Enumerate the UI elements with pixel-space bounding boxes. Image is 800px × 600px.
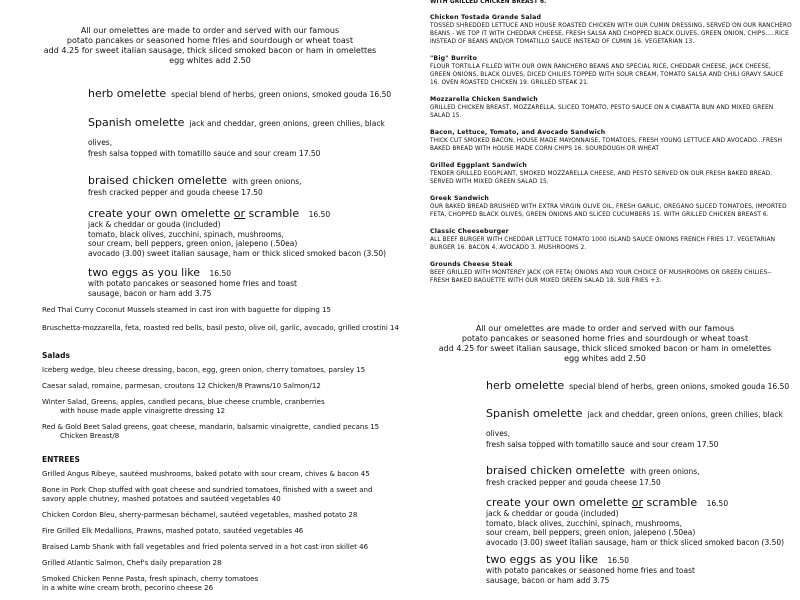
menu-entry: "Big" Burrito FLOUR TORTILLA FILLED WITH OUR OWN RANCHERO BEANS AND SPECIAL RICE, CHEDDAR CHEESE, JACK CHEESE, GREEN ONIONS, BLACK OLIVES, DICED CHILIES TOPPED WITH SOUR CREAM, TOMATO SALSA AND CHILI GRAVY SAUCE 16. OVEN ROASTED CHICKEN 19. GRILLED STEAK 21. (430, 55, 784, 86)
herb-omelette: herb omelette special blend of herbs, green onions, smoked gouda 16.50 (88, 87, 392, 100)
bruschetta-line: Bruschetta-mozzarella, feta, roasted red bells, basil pesto, olive oil, garlic, avocado, grilled crostini 14 (42, 324, 399, 332)
menu-entry: Greek Sandwich OUR BAKED BREAD BRUSHED WITH EXTRA VIRGIN OLIVE OIL, FRESH GARLIC, OREGANO SLICED TOMATOES, IMPORTED FETA, CHOPPED BLACK OLIVES, GREEN ONIONS AND SLICED CUCUMBERS 15. WITH GRILLED CHICKEN BREAST 6. (430, 195, 787, 218)
omelette-intro: All our omelettes are made to order and served with our famous potato pancakes or seasoned home fries and sourdough or wheat toast add 4.25 for sweet italian sausage, thick sliced smoked bacon or ham in omelettes egg whites add 2.50 (43, 26, 377, 65)
two-eggs: two eggs as you like 16.50 with potato pancakes or seasoned home fries and toast sausage, bacon or ham add 3.75 (486, 553, 695, 585)
salads-heading: Salads (42, 351, 70, 360)
omelette-menu-top-left (0, 0, 410, 300)
create-your-own-omelette: create your own omelette or scramble 16.50 jack & cheddar or gouda (included) tomato, black olives, zucchini, spinach, mushrooms, sour cream, bell peppers, green onion, jalepeno (.50ea) avocado (3.00) sweet italian sausage, ham or thick sliced smoked bacon (3.50) (88, 207, 387, 258)
entree-item: Bone in Pork Chop stuffed with goat cheese and sundried tomatoes, finished with a sweet and savory apple chutney, mashed potatoes and sautéed vegetables 40 (42, 486, 373, 503)
braised-chicken-omelette: braised chicken omelette with green onions, fresh cracked pepper and gouda cheese 17.50 (88, 173, 302, 197)
salad-item: Caesar salad, romaine, parmesan, croutons 12 Chicken/8 Prawns/10 Salmon/12 (42, 382, 321, 390)
omelette-intro: All our omelettes are made to order and served with our famous potato pancakes or seasoned home fries and sourdough or wheat toast add 4.25 for sweet italian sausage, thick sliced smoked bacon or ham in omelettes egg whites add 2.50 (438, 324, 772, 363)
spanish-omelette: Spanish omelette jack and cheddar, green onions, green chilies, black olives, fresh salsa topped with tomatillo sauce and sour cream 17.50 (486, 407, 783, 449)
herb-omelette: herb omelette special blend of herbs, green onions, smoked gouda 16.50 (486, 379, 790, 392)
menu-entry: Classic Cheeseburger ALL BEEF BURGER WITH CHEDDAR LETTUCE TOMATO 1000 ISLAND SAUCE ONIONS FRENCH FRIES 17. VEGETARIAN BURGER 16. BACON 4. AVOCADO 3. MUSHROOMS 2. (430, 228, 776, 251)
menu-entry: Mozzarella Chicken Sandwich GRILLED CHICKEN BREAST, MOZZARELLA, SLICED TOMATO, PESTO SAUCE ON A CIABATTA BUN AND MIXED GREEN SALAD 15. (430, 96, 774, 119)
salad-item: Red & Gold Beet Salad greens, goat cheese, mandarin, balsamic vinaigrette, candied pecans 15 Chicken Breast/8 (42, 423, 380, 440)
menu-entry: Chicken Tostada Grande Salad TOSSED SHREDDED LETTUCE AND HOUSE ROASTED CHICKEN WITH OUR CUMIN DRESSING, SERVED ON OUR RANCHERO BEANS - WE TOP IT WITH CHEDDAR CHEESE, FRESH SALSA AND CHOPPED BLACK OLIVES, GREEN ONION, CHIPS.....RICE INSTEAD OF BEANS AND/OR TOMATILLO SAUCE INSTEAD OF CUMIN 16. VEGETARIAN 13. (430, 14, 792, 45)
menu-entry: Bacon, Lettuce, Tomato, and Avocado Sandwich THICK CUT SMOKED BACON, HOUSE MADE MAYONNAISE, TOMATOES, FRESH YOUNG LETTUCE AND AVOCADO...FRESH BAKED BREAD WITH HOUSE MADE CORN CHIPS 16. SOURDOUGH OR WHEAT (430, 129, 783, 152)
entree-item: Grilled Atlantic Salmon, Chef's daily preparation 28 (42, 559, 222, 567)
omelette-menu-bottom-right (410, 320, 800, 600)
menu-entry: Grounds Cheese Steak BEEF GRILLED WITH MONTEREY JACK (OR FETA) ONIONS AND YOUR CHOICE OF MUSHROOMS OR GREEN CHILIES-- FRESH BAKED BAGUETTE WITH OUR MIXED GREEN SALAD 18. SUB FRIES +3. (430, 261, 772, 284)
entree-item: Smoked Chicken Penne Pasta, fresh spinach, cherry tomatoes in a white wine cream broth, pecorino cheese 26 (42, 575, 259, 592)
entree-item: Chicken Cordon Bleu, sherry-parmesan béchamel, sautéed vegetables, mashed potato 28 (42, 511, 358, 519)
mussels-line: Red Thai Curry Coconut Mussels steamed in cast iron with baguette for dipping 15 (42, 306, 331, 314)
two-eggs: two eggs as you like 16.50 with potato pancakes or seasoned home fries and toast sausage, bacon or ham add 3.75 (88, 266, 297, 298)
salad-item: Winter Salad, Greens, apples, candied pecans, blue cheese crumble, cranberries with house made apple vinaigrette dressing 12 (42, 398, 325, 415)
entree-item: Grilled Angus Ribeye, sautéed mushrooms, baked potato with sour cream, chives & bacon 45 (42, 470, 370, 478)
create-your-own-omelette: create your own omelette or scramble 16.50 jack & cheddar or gouda (included) tomato, black olives, zucchini, spinach, mushrooms, sour cream, bell peppers, green onion, jalepeno (.50ea) avocado (3.00) sweet italian sausage, ham or thick sliced smoked bacon (3.50) (486, 496, 785, 547)
dinner-menu-bottom-left (0, 300, 410, 600)
entree-item: Fire Grilled Elk Medallions, Prawns, mashed potato, sautéed vegetables 46 (42, 527, 304, 535)
entrees-heading: ENTREES (42, 455, 80, 464)
menu-entry: Grilled Eggplant Sandwich TENDER GRILLED EGGPLANT, SMOKED MOZZARELLA CHEESE, AND PESTO SERVED ON OUR FRESH BAKED BREAD. SERVED WITH MIXED GREEN SALAD 15. (430, 162, 773, 185)
salad-item: Iceberg wedge, bleu cheese dressing, bacon, egg, green onion, cherry tomatoes, parsley 15 (42, 366, 366, 374)
lunch-menu-top-right: WITH GRILLED CHICKEN BREAST 6. Chicken Tostada Grande Salad TOSSED SHREDDED LETTUCE AND HOUSE ROASTED CHICKEN WITH OUR CUMIN DRESSING, SERVED ON OUR RANCHERO BEANS - WE TOP IT WITH CHEDDAR CHEESE, FRESH SALSA AND CHOPPED BLACK OLIVES, GREEN ONION, CHIPS.....RICE INSTEAD OF BEANS AND/OR TOMATILLO SAUCE INSTEAD OF CUMIN 16. VEGETARIAN 13. "Big" Burrito FLOUR TORTILLA FILLED WITH OUR OWN RANCHERO BEANS AND SPECIAL RICE, CHEDDAR CHEESE, JACK CHEESE, GREEN ONIONS, BLACK OLIVES, DICED CHILIES TOPPED WITH SOUR CREAM, TOMATO SALSA AND CHILI GRAVY SAUCE 16. OVEN ROASTED CHICKEN 19. GRILLED STEAK 21. Mozzarella Chicken Sandwich GRILLED CHICKEN BREAST, MOZZARELLA, SLICED TOMATO, PESTO SAUCE ON A CIABATTA BUN AND MIXED GREEN SALAD 15. Bacon, Lettuce, Tomato, and Avocado Sandwich THICK CUT SMOKED BACON, HOUSE MADE MAYONNAISE, TOMATOES, FRESH YOUNG LETTUCE AND AVOCADO...FRESH BAKED BREAD WITH HOUSE MADE CORN CHIPS 16. SOURDOUGH OR WHEAT Grilled Eggplant Sandwich TENDER GRILLED EGGPLANT, SMOKED MOZZARELLA CHEESE, AND PESTO SERVED ON OUR FRESH BAKED BREAD. SERVED WITH MIXED GREEN SALAD 15. Greek Sandwich OUR BAKED BREAD BRUSHED WITH EXTRA VIRGIN OLIVE OIL, FRESH GARLIC, OREGANO SLICED TOMATOES, IMPORTED FETA, CHOPPED BLACK OLIVES, GREEN ONIONS AND SLICED CUCUMBERS 15. WITH GRILLED CHICKEN BREAST 6. Classic Cheeseburger ALL BEEF BURGER WITH CHEDDAR LETTUCE TOMATO 1000 ISLAND SAUCE ONIONS FRENCH FRIES 17. VEGETARIAN BURGER 16. BACON 4. AVOCADO 3. MUSHROOMS 2. Grounds Cheese Steak BEEF GRILLED WITH MONTEREY JACK (OR FETA) ONIONS AND YOUR CHOICE OF MUSHROOMS OR GREEN CHILIES-- FRESH BAKED BAGUETTE WITH OUR MIXED GREEN SALAD 18. SUB FRIES +3. (410, 0, 800, 320)
braised-chicken-omelette: braised chicken omelette with green onions, fresh cracked pepper and gouda cheese 17.50 (486, 463, 700, 487)
entree-item: Braised Lamb Shank with fall vegetables and fried polenta served in a hot cast iron skillet 46 (42, 543, 369, 551)
spanish-omelette: Spanish omelette jack and cheddar, green onions, green chilies, black olives, fresh salsa topped with tomatillo sauce and sour cream 17.50 (88, 116, 385, 158)
